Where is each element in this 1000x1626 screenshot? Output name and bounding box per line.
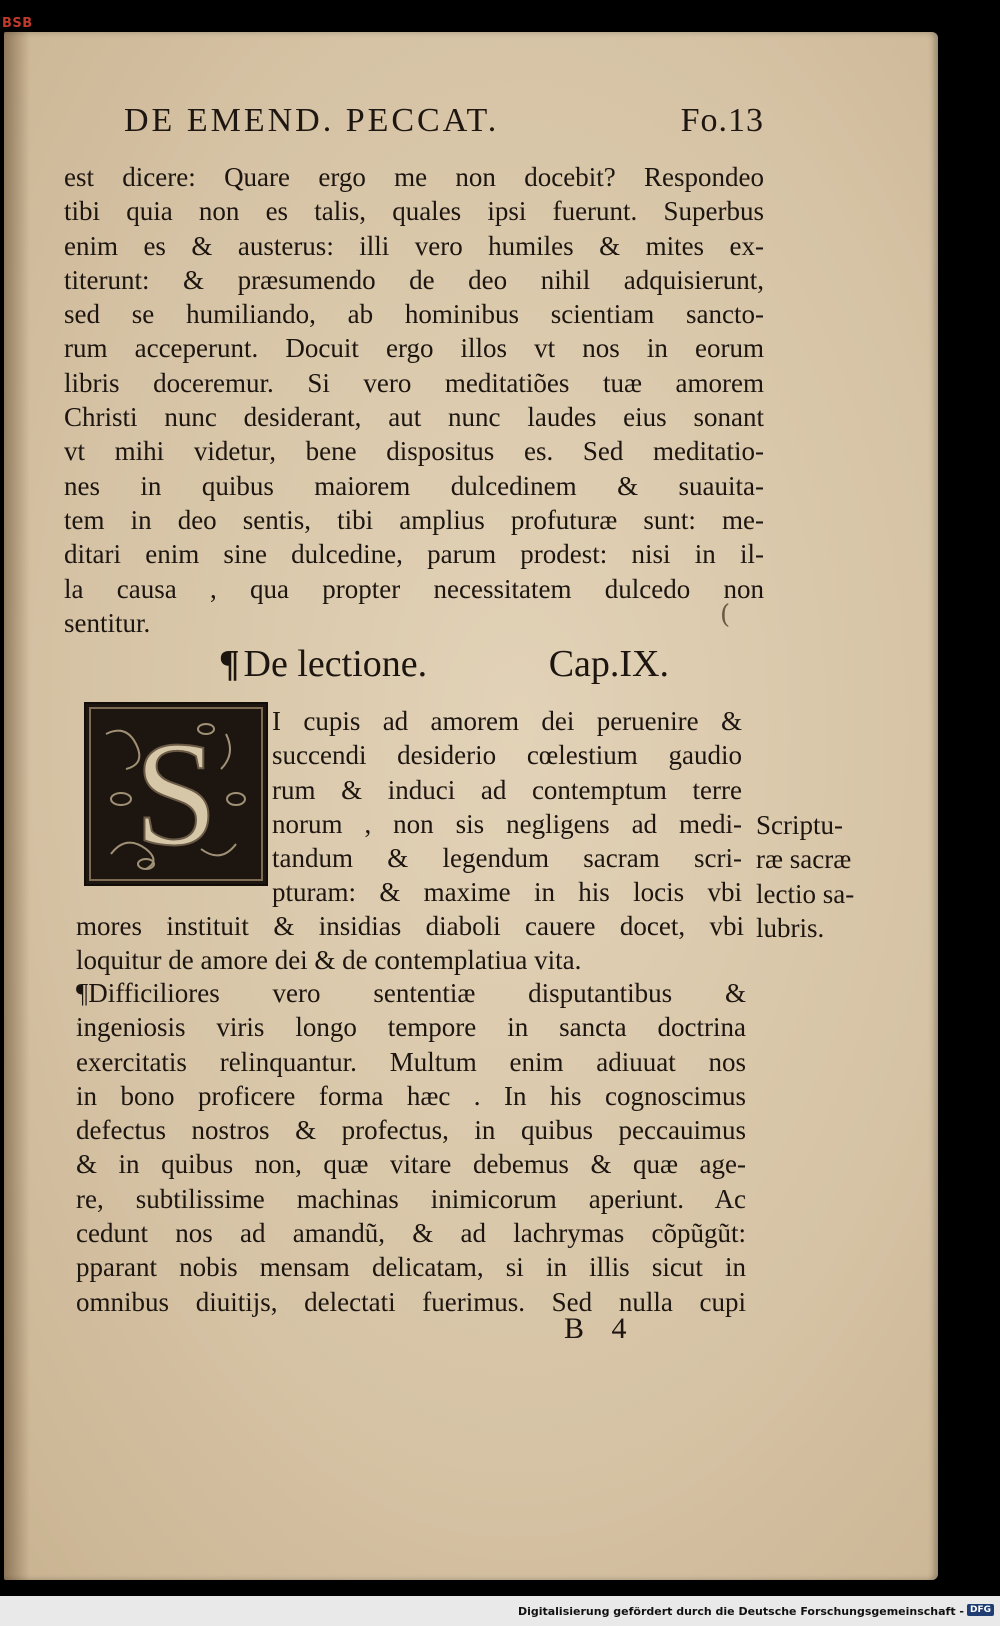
text-line: rum acceperunt. Docuit ergo illos vt nos in eorum bbox=[64, 333, 764, 364]
text-line: mores instituit & insidias diaboli cauere docet, vbi bbox=[76, 911, 744, 941]
text-line: pturam: & maxime in his locis vbi bbox=[272, 877, 742, 908]
text-line: libris doceremur. Si vero meditatiões tuæ amorem bbox=[64, 367, 764, 398]
text-line: rum & induci ad contemptum terre bbox=[272, 774, 742, 805]
paragraph-2 bbox=[76, 976, 746, 1319]
chapter-text-beside-initial bbox=[272, 704, 742, 910]
text-line: sentitur. bbox=[64, 607, 151, 638]
chapter-number: Cap.IX. bbox=[548, 643, 669, 685]
text-line: loquitur de amore dei & de contemplatiua vita. bbox=[76, 945, 582, 976]
running-head-title: DE EMEND. PECCAT. bbox=[124, 102, 500, 139]
text-line: & in quibus non, quæ vitare debemus & quæ age- bbox=[76, 1149, 746, 1180]
text-line: cedunt nos ad amandũ, & ad lachrymas cõpũgũt: bbox=[76, 1218, 746, 1249]
margin-note-line: lectio sa- bbox=[756, 878, 855, 909]
svg-text:S: S bbox=[134, 711, 218, 877]
text-line: ingeniosis viris longo tempore in sancta doctrina bbox=[76, 1012, 746, 1043]
text-line: re, subtilissime machinas inimicorum aperiunt. Ac bbox=[76, 1183, 746, 1214]
text-line: succendi desiderio cœlestium gaudio bbox=[272, 740, 742, 771]
decorated-initial bbox=[84, 702, 268, 886]
text-line: Christi nunc desiderant, aut nunc laudes eius sonant bbox=[64, 402, 764, 433]
chapter-heading bbox=[219, 642, 669, 686]
paragraph-1 bbox=[64, 160, 764, 640]
decorated-initial-s-icon bbox=[86, 704, 266, 884]
digitization-footer bbox=[0, 1596, 1000, 1626]
margin-note-line: ræ sacræ bbox=[756, 844, 852, 875]
signature-mark: B 4 bbox=[564, 1312, 637, 1345]
page-gutter bbox=[4, 32, 30, 1580]
chapter-title: De lectione. bbox=[243, 643, 428, 685]
marginal-note bbox=[756, 808, 876, 945]
text-line: enim es & austerus: illi vero humiles & mites ex- bbox=[64, 230, 764, 261]
margin-note-line: lubris. bbox=[756, 912, 825, 943]
text-line: nes in quibus maiorem dulcedinem & suauita- bbox=[64, 470, 764, 501]
text-line: norum , non sis negligens ad medi- bbox=[272, 808, 742, 839]
text-line: I cupis ad amorem dei peruenire & bbox=[272, 706, 742, 736]
text-line: exercitatis relinquantur. Multum enim adiuuat nos bbox=[76, 1046, 746, 1077]
running-head bbox=[124, 102, 764, 140]
pilcrow-mark: ¶ bbox=[219, 643, 240, 685]
chapter-text-full-width bbox=[76, 909, 744, 978]
text-line: ¶Difficiliores vero sententiæ disputantibus & bbox=[76, 978, 746, 1008]
text-line: defectus nostros & profectus, in quibus peccauimus bbox=[76, 1115, 746, 1146]
text-line: vt mihi videtur, bene dispositus es. Sed meditatio- bbox=[64, 436, 764, 467]
pencil-mark: ( bbox=[720, 600, 731, 630]
text-line: in bono proficere forma hæc . In his cognoscimus bbox=[76, 1080, 746, 1111]
text-line: ditari enim sine dulcedine, parum prodest: nisi in il- bbox=[64, 539, 764, 570]
text-line: titerunt: & præsumendo de deo nihil adquisierunt, bbox=[64, 264, 764, 295]
folio-number: Fo.13 bbox=[680, 102, 764, 139]
dfg-badge: DFG bbox=[967, 1604, 994, 1616]
text-line: sed se humiliando, ab hominibus scientiam sancto- bbox=[64, 299, 764, 330]
text-line: tem in deo sentis, tibi amplius profuturæ sunt: me- bbox=[64, 504, 764, 535]
text-line: tibi quia non es talis, quales ipsi fuerunt. Superbus bbox=[64, 196, 764, 227]
bsb-watermark-logo: BSB bbox=[2, 16, 33, 31]
text-line: pparant nobis mensam delicatam, si in illis sicut in bbox=[76, 1252, 746, 1283]
text-line: omnibus diuitijs, delectati fuerimus. Sed nulla cupi bbox=[76, 1286, 746, 1317]
text-line: est dicere: Quare ergo me non docebit? Respondeo bbox=[64, 162, 764, 192]
margin-note-line: Scriptu- bbox=[756, 810, 843, 840]
book-page bbox=[4, 32, 938, 1580]
text-line: la causa , qua propter necessitatem dulcedo non bbox=[64, 573, 764, 604]
funding-credit: Digitalisierung gefördert durch die Deutsche Forschungsgemeinschaft - bbox=[517, 1605, 964, 1618]
text-line: tandum & legendum sacram scri- bbox=[272, 843, 742, 874]
